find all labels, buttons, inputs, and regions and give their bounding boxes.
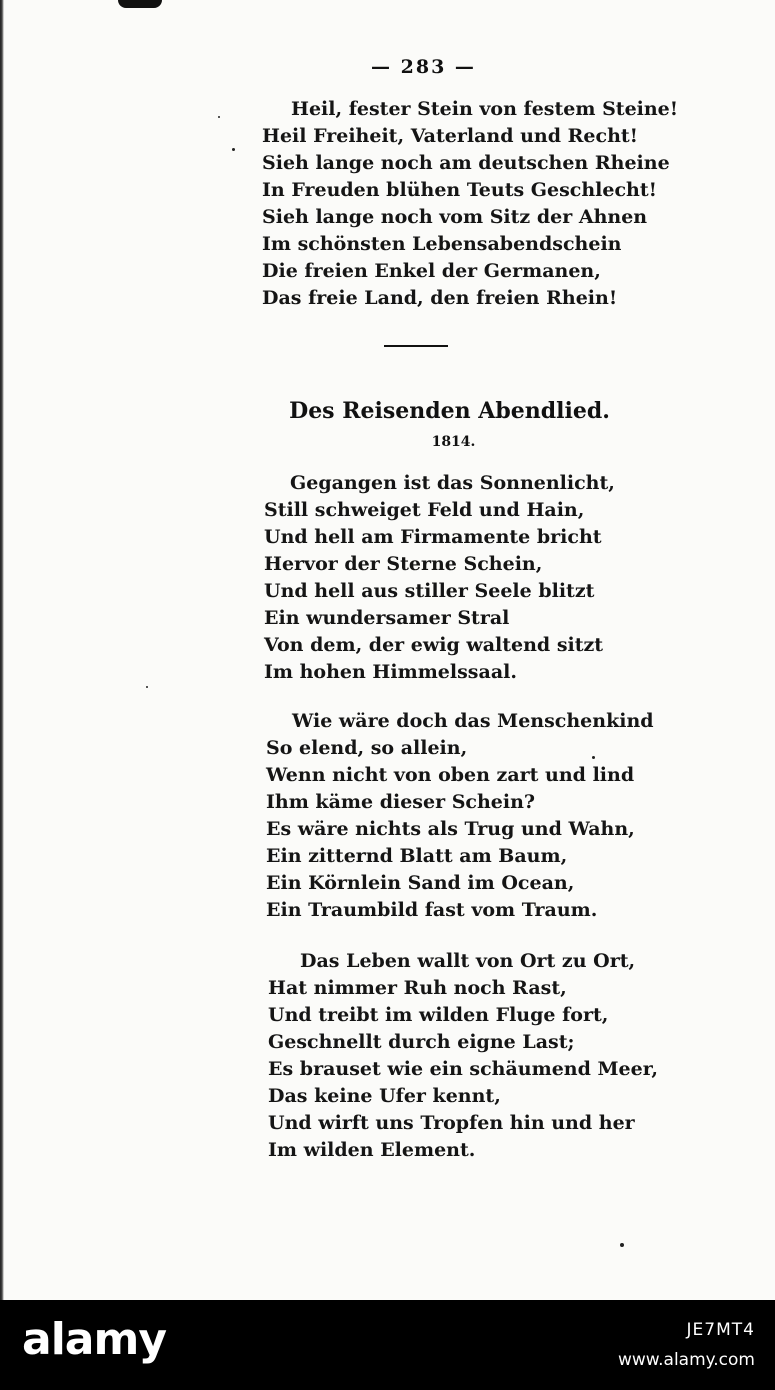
verse-line: Hervor der Sterne Schein, (264, 553, 543, 575)
verse-line: Geschnellt durch eigne Last; (268, 1031, 575, 1053)
verse-line: Ihm käme dieser Schein? (266, 791, 536, 813)
verse-line: Ein zitternd Blatt am Baum, (266, 845, 568, 867)
verse-line: Und wirft uns Tropfen hin und her (268, 1112, 635, 1134)
ink-blot (118, 0, 162, 8)
verse-line: Sieh lange noch am deutschen Rheine (262, 152, 670, 174)
stock-id: JE7MT4 (686, 1320, 755, 1340)
verse-line: In Freuden blühen Teuts Geschlecht! (262, 179, 657, 201)
verse-line: Im wilden Element. (268, 1139, 476, 1161)
verse-line: Und treibt im wilden Fluge fort, (268, 1004, 609, 1026)
poem-title: Des Reisenden Abendlied. (289, 398, 610, 424)
verse-line: Hat nimmer Ruh noch Rast, (268, 977, 567, 999)
verse-line: Von dem, der ewig waltend sitzt (264, 634, 604, 656)
verse-line: Wie wäre doch das Menschenkind (292, 710, 654, 732)
verse-line: Heil, fester Stein von festem Steine! (291, 98, 679, 120)
section-divider (384, 345, 448, 347)
verse-line: Das freie Land, den freien Rhein! (262, 287, 618, 309)
verse-line: Wenn nicht von oben zart und lind (266, 764, 635, 786)
verse-line: Im schönsten Lebensabendschein (262, 233, 622, 255)
verse-line: Gegangen ist das Sonnenlicht, (290, 472, 615, 494)
ink-speck (146, 686, 148, 688)
watermark-banner (0, 1300, 775, 1390)
ink-speck (620, 1243, 624, 1247)
verse-line: Es wäre nichts als Trug und Wahn, (266, 818, 635, 840)
verse-line: Und hell am Firmamente bricht (264, 526, 602, 548)
verse-line: Sieh lange noch vom Sitz der Ahnen (262, 206, 648, 228)
poem-year: 1814. (431, 434, 476, 450)
verse-line: Das keine Ufer kennt, (268, 1085, 501, 1107)
ink-speck (592, 756, 595, 759)
verse-line: Still schweiget Feld und Hain, (264, 499, 585, 521)
site-url: www.alamy.com (617, 1350, 755, 1370)
page-edge (0, 0, 4, 1300)
verse-line: Das Leben wallt von Ort zu Ort, (300, 950, 636, 972)
verse-line: Ein Traumbild fast vom Traum. (266, 899, 598, 921)
verse-line: So elend, so allein, (266, 737, 468, 759)
verse-line: Die freien Enkel der Germanen, (262, 260, 601, 282)
ink-speck (218, 116, 220, 118)
verse-line: Es brauset wie ein schäumend Meer, (268, 1058, 658, 1080)
page-number: — 283 — (371, 56, 476, 78)
brand-logo: alamy (22, 1314, 166, 1365)
verse-line: Im hohen Himmelssaal. (264, 661, 517, 683)
verse-line: Heil Freiheit, Vaterland und Recht! (262, 125, 639, 147)
verse-line: Ein Körnlein Sand im Ocean, (266, 872, 575, 894)
verse-line: Ein wundersamer Stral (264, 607, 510, 629)
ink-speck (232, 148, 235, 151)
verse-line: Und hell aus stiller Seele blitzt (264, 580, 595, 602)
